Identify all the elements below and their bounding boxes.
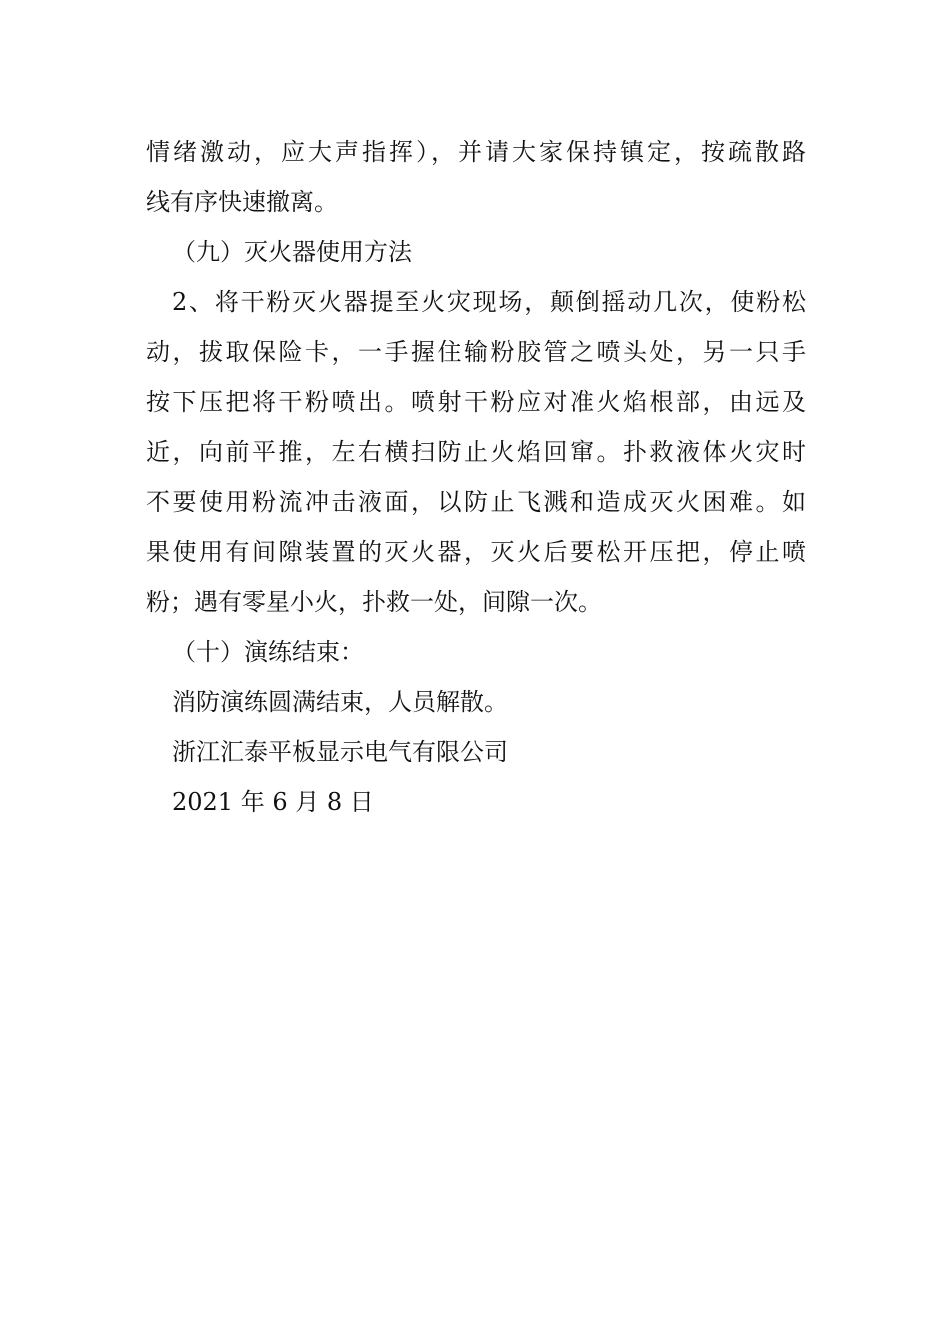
section-9-line-7: 粉；遇有零星小火，扑救一处，间隙一次。 bbox=[146, 588, 602, 616]
section-9-heading: （九）灭火器使用方法 bbox=[172, 238, 412, 266]
section-9-line-3: 按下压把将干粉喷出。喷射干粉应对准火焰根部，由远及 bbox=[146, 388, 806, 416]
section-10-body: 消防演练圆满结束，人员解散。 bbox=[172, 688, 508, 716]
section-10-heading: （十）演练结束： bbox=[172, 638, 364, 666]
section-9-line-1: 2、将干粉灭火器提至火灾现场，颠倒摇动几次，使粉松 bbox=[172, 288, 806, 316]
section-9-line-4: 近，向前平推，左右横扫防止火焰回窜。扑救液体火灾时 bbox=[146, 438, 806, 466]
section-9-line-2: 动，拔取保险卡，一手握住输粉胶管之喷头处，另一只手 bbox=[146, 338, 806, 366]
continuation-line-1: 情绪激动，应大声指挥），并请大家保持镇定，按疏散路 bbox=[146, 138, 806, 166]
signature-company: 浙江汇泰平板显示电气有限公司 bbox=[172, 738, 508, 766]
continuation-line-2: 线有序快速撤离。 bbox=[146, 188, 338, 216]
signature-date: 2021 年 6 月 8 日 bbox=[172, 788, 374, 816]
section-9-line-5: 不要使用粉流冲击液面，以防止飞溅和造成灭火困难。如 bbox=[146, 488, 806, 516]
section-9-line-6: 果使用有间隙装置的灭火器，灭火后要松开压把，停止喷 bbox=[146, 538, 806, 566]
